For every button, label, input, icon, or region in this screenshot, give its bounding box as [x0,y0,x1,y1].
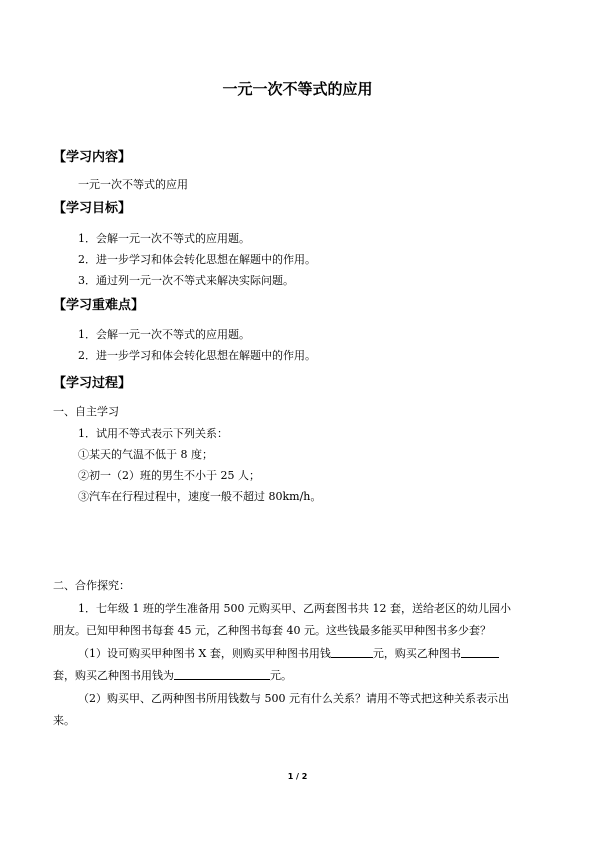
answer-blank[interactable] [331,646,373,658]
part1-title: 一、自主学习 [53,405,119,418]
goal-item: 1．会解一元一次不等式的应用题。 [78,232,250,245]
subquestion-2: （2）购买甲、乙两种图书所用钱数与 500 元有什么关系？请用不等式把这种关系表示出 [78,692,509,705]
problem-text: 1．七年级 1 班的学生准备用 500 元购买甲、乙两套图书共 12 套，送给老区的幼儿园小 [78,602,511,615]
subquestion-2-cont: 来。 [53,714,75,727]
answer-blank[interactable] [461,646,499,658]
subquestion-1-cont [53,667,292,683]
part1-item: ①某天的气温不低于 8 度； [78,448,213,461]
page-number: 1 / 2 [287,772,308,781]
keypoint-item: 1．会解一元一次不等式的应用题。 [78,328,250,341]
part1-item: ②初一（2）班的男生不小于 25 人； [78,469,260,482]
heading-keypoints: 【学习重难点】 [53,298,145,313]
heading-content: 【学习内容】 [53,150,132,165]
part1-item: ③汽车在行程过程中，速度一般不超过 80km/h。 [78,490,322,503]
part1-question: 1．试用不等式表示下列关系： [78,427,228,440]
subquestion-text: （1）设可购买甲种图书 X 套，则购买甲种图书用钱 [78,647,331,660]
answer-blank[interactable] [174,668,270,680]
subquestion-text: 元。 [270,669,292,682]
heading-goals: 【学习目标】 [53,201,132,216]
goal-item: 2．进一步学习和体会转化思想在解题中的作用。 [78,253,316,266]
subquestion-1 [78,645,499,661]
goal-item: 3．通过列一元一次不等式来解决实际问题。 [78,274,294,287]
subquestion-text: 套，购买乙种图书用钱为 [53,669,174,682]
page-title: 一元一次不等式的应用 [222,80,373,98]
content-text: 一元一次不等式的应用 [78,178,188,191]
heading-process: 【学习过程】 [53,376,132,391]
keypoint-item: 2．进一步学习和体会转化思想在解题中的作用。 [78,349,316,362]
part2-title: 二、合作探究： [53,579,130,592]
subquestion-text: 元，购买乙种图书 [372,647,461,660]
problem-text: 朋友。已知甲种图书每套 45 元，乙种图书每套 40 元。这些钱最多能买甲种图书多少套？ [53,624,491,637]
